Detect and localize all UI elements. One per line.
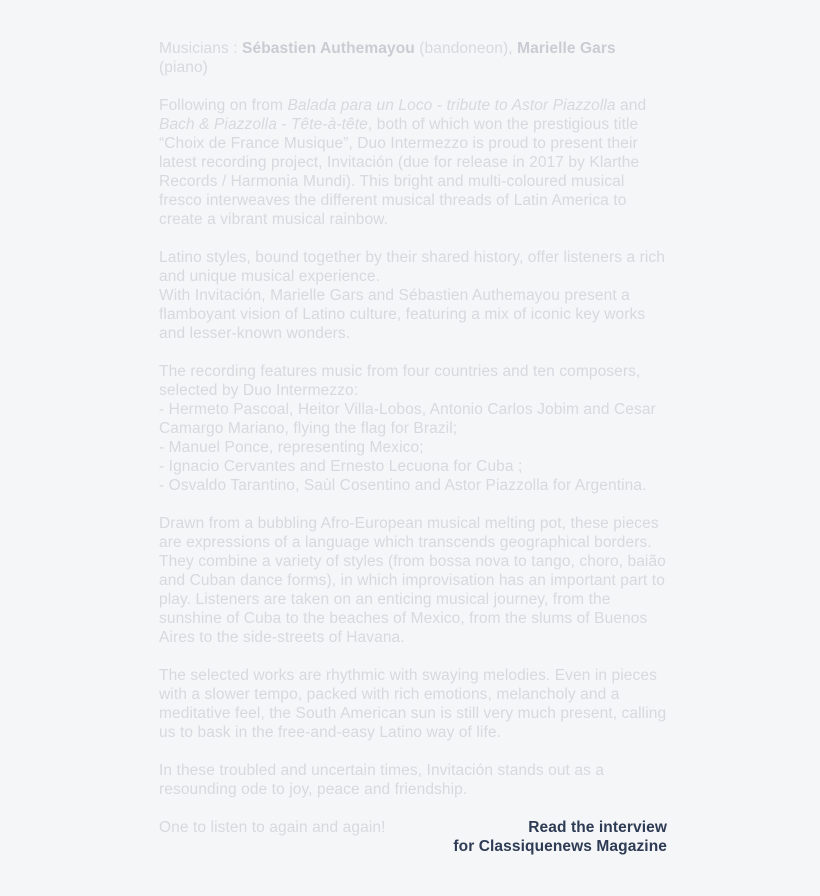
composer-list-item: - Hermeto Pascoal, Heitor Villa-Lobos, Antonio Carlos Jobim and Cesar Camargo Mariano, flying the flag for Brazil; (159, 401, 656, 437)
interview-link-line-2: for Classiquenews Magazine (453, 838, 667, 855)
intro-text-1: Following on from (159, 97, 288, 114)
composer-list-item: - Ignacio Cervantes and Ernesto Lecuona for Cuba ; (159, 458, 523, 475)
musician-role-1: (bandoneon), (414, 40, 518, 57)
composer-list-item: - Manuel Ponce, representing Mexico; (159, 439, 424, 456)
composers-paragraph (159, 362, 667, 495)
latino-styles-line-1: Latino styles, bound together by their shared history, offer listeners a rich and unique musical experience. (159, 249, 665, 285)
composer-list-item: - Osvaldo Tarantino, Saùl Cosentino and Astor Piazzolla for Argentina. (159, 477, 647, 494)
intro-paragraph (159, 96, 667, 229)
interview-link-line-1: Read the interview (528, 819, 667, 836)
closing-line: One to listen to again and again! (159, 819, 386, 836)
musician-name-1: Sébastien Authemayou (242, 40, 415, 57)
troubled-times-paragraph: In these troubled and uncertain times, Invitación stands out as a resounding ode to joy, peace and friendship. (159, 762, 605, 798)
album-title-1: Balada para un Loco - tribute to Astor Piazzolla (287, 97, 616, 114)
melting-pot-paragraph: Drawn from a bubbling Afro-European musical melting pot, these pieces are expressions of a language which transcends geographical borders. They combine a variety of styles (from bossa nova to tango, choro, baião and Cuban dance forms), in which improvisation has an important part to play. Listeners are taken on an enticing musical journey, from the sunshine of Cuba to the beaches of Mexico, from the slums of Buenos Aires to the side-streets of Havana. (159, 515, 666, 646)
musicians-line (159, 39, 667, 77)
composers-intro: The recording features music from four countries and ten composers, selected by Duo Intermezzo: (159, 363, 641, 399)
album-title-2: Bach & Piazzolla - Tête-à-tête (159, 116, 368, 133)
article-body (159, 39, 667, 856)
musicians-prefix: Musicians : (159, 40, 243, 57)
latino-styles-paragraph (159, 248, 667, 343)
rhythmic-paragraph: The selected works are rhythmic with swaying melodies. Even in pieces with a slower tempo, packed with rich emotions, melancholy and a meditative feel, the South American sun is still very much present, calling us to bask in the free-and-easy Latino way of life. (159, 667, 667, 741)
musician-name-2: Marielle Gars (517, 40, 616, 57)
musician-role-2: (piano) (159, 59, 208, 76)
intro-text-3: , both of which won the prestigious title “Choix de France Musique”, Duo Intermezzo is proud to present their latest recording project, Invitación (due for release in 2017 by Klarthe Records / Harmonia Mundi). This bright and multi-coloured musical fresco interweaves the different musical threads of Latin America to create a vibrant musical rainbow. (159, 116, 640, 228)
latino-styles-line-2: With Invitación, Marielle Gars and Sébastien Authemayou present a flamboyant vision of Latino culture, featuring a mix of iconic key works and lesser-known wonders. (159, 287, 646, 342)
intro-text-2: and (615, 97, 647, 114)
